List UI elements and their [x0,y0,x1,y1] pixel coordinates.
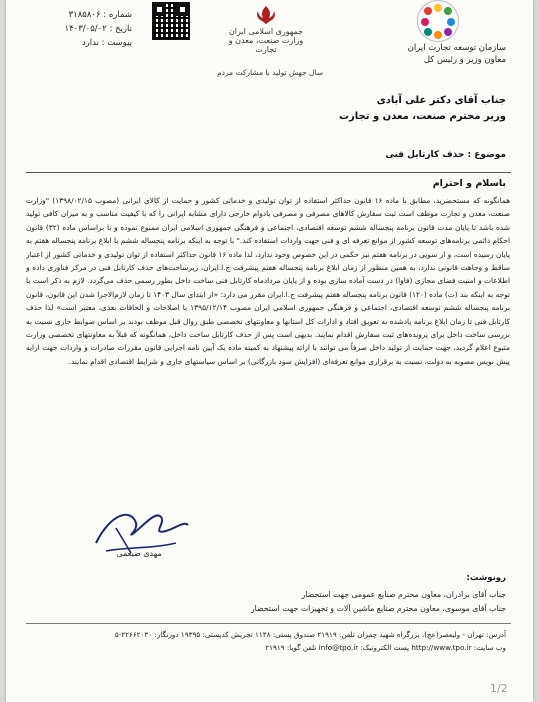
organization-name: سازمان توسعه تجارت ایران معاون وزیر و رئیس کل [407,43,506,65]
year-motto: سال جهش تولید با مشارکت مردم [216,68,324,77]
cc-list [156,588,506,616]
cc-title: رونوشت: [466,573,506,583]
letter-body: همانگونه که مستحضرید، مطابق با ماده ۱۶ قانون حداکثر استفاده از توان تولیدی و خدماتی کشور و حمایت از کالای ایرانی (مصوب ۱۳۹۸/۰۲/۱۵) "وزارت صنعت، معدن و تجارت موظف است ثبت سفارش کالاهای مصرفی و مصرفی بادوام خارجی دارای مشابه ایرانی را که با کیفیت مناسب و به میزان کافی تولید شده باشد تا پایان مدت قانون برنامه پنجساله ششم توسعه اقتصادی، اجتماعی و فرهنگی جمهوری اسلامی ایران ممنوع نموده و با براساس ماده (۳۲) قانون احکام دائمی برنامه‌های توسعه کشور از موانع تعرفه ای و فنی جهت واردات استفاده کند." با توجه به اینکه برنامه پنجساله ششم با ابلاغ برنامه پنجساله هفتم به پایان رسیده است، و از سویی در برنامه هفتم نیز حکمی در این خصوص وجود ندارد، لذا ماده ۱۶ قانون حداکثر استفاده از توان تولیدی و خدماتی کشور از اعتبار ساقط و وجاهت قانونی ندارد، به همین منظور از زمان ابلاغ برنامه پنجساله هفتم پیشرفت ج.ا.ایران، زیرساخت‌های حذف کارتابل فنی در مرکز فناوری داده و اطلاعات و امنیت فضای مجازی (فاوا) در دست آماده سازی بوده و از پایان مردادماه کارتابل فنی ساخت داخل بطور رسمی حذف می‌گردد. لازم به ذکر است با توجه به اینکه بند (ت) ماده (۱۲۰) قانون برنامه پنجساله هفتم پیشرفت ج.ا.ایران مقرر می دارد: «از ابتدای سال ۱۴۰۳ تا زمان لازم‌الاجرا شدن این قانون، قانون برنامه پنجساله ششم توسعه اقتصادی، اجتماعی و فرهنگی جمهوری اسلامی ایران مصوب ۱۳۹۵/۱۲/۱۴ با اصلاحات و الحاقات بعدی، معتبر است» لذا حذف کارتابل فنی تا زمان ابلاغ برنامه یادشده به تعویق افتاد و ادارات کل استانها و معاونتهای تخصصی طبق روال قبل موظف بودند بر اساس ضوابط جاری نسبت به بررسی ساخت داخل برای پرونده‌های ثبت سفارش اقدام نمایند. بدیهی است پس از حذف کارتابل ساخت داخل، همانگونه که قبلاً به معاونتهای تخصصی وزارت متبوع اعلام گردید، جهت حمایت از تولید داخل صرفاً می توانند با ارائه پیشنهاد به کمیته ماده یک آیین نامه اجرایی قانون مقررات صادرات و واردات جهت ارایه پیش نویس مصوبه به دولت، نسبت به برقراری موانع تعرفه‌ای (افزایش سود بازرگانی) بر اساس سیاستهای جاری و شرایط اقتصادی اقدام نمایند. [26,196,510,366]
ministry-name: جمهوری اسلامی ایران وزارت صنعت، معدن و تجارت [228,27,304,54]
iran-emblem-icon [254,4,278,26]
tpo-logo-icon [417,0,459,42]
letter-meta [32,8,132,50]
letter-subject: موضوع : حذف کارتابل فنی [385,150,506,160]
page-number: 1/2 [490,682,508,695]
addressee [166,93,506,125]
letter-date: تاریخ : ۱۴۰۳/۰۵/۰۲ [64,24,132,34]
footer-address: آدرس: تهران - ولیعصر(عج)، بزرگراه شهید چمران تلفن: ۲۱۹۱۹ صندوق پستی: ۱۱۴۸ تجریش کدپستی: ۱۹۳۹۵ دورنگار: ۲۲۶۶۲۰۳۰-۵ [114,630,506,639]
letter-sheet [6,0,533,702]
letter-greeting: باسلام و احترام [432,178,506,189]
cc-item: جناب آقای برادران، معاون محترم صنایع عمومی جهت استحضار [301,590,506,599]
addressee-title: وزیر محترم صنعت، معدن و تجارت [338,111,506,122]
signatory-name: مهدی ضیغمی [116,549,162,558]
qr-code-icon [152,2,190,40]
footer-divider [26,623,511,624]
letter-attachment: پیوست : ندارد [81,38,132,48]
letter-number: شماره : ۳۱۸۵۸۰۶ [68,10,132,20]
footer-contact: وب سایت: http://www.tpo.ir پست الکترونیک: info@tpo.ir تلفن گویا: ۲۱۹۱۹ [265,643,506,652]
subject-divider [26,172,511,173]
cc-item: جناب آقای موسوی، معاون محترم صنایع ماشین آلات و تجهیزات جهت استحضار [250,604,506,613]
addressee-name: جناب آقای دکتر علی آبادی [376,95,506,106]
letter-footer [46,628,506,654]
